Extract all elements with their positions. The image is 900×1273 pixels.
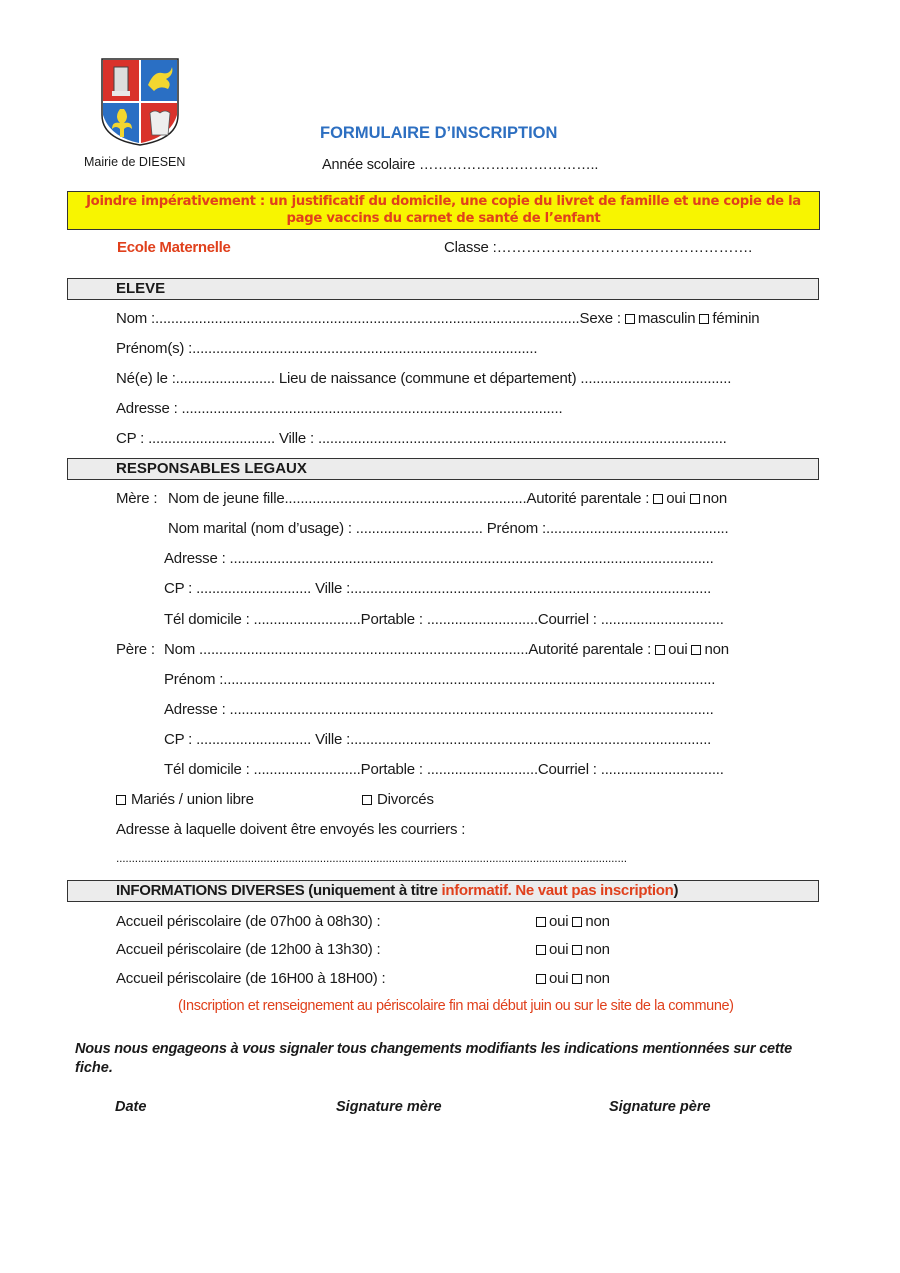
periscolaire-midi-oui-checkbox[interactable]	[536, 945, 546, 955]
periscolaire-matin-oui-label: oui	[549, 913, 569, 930]
pere-autorite-oui-label: oui	[668, 641, 688, 658]
mere-autorite-non-checkbox[interactable]	[690, 494, 700, 504]
section-eleve-header	[67, 278, 819, 300]
divorces-label: Divorcés	[377, 791, 434, 808]
periscolaire-midi-non-checkbox[interactable]	[572, 945, 582, 955]
mere-adresse-field[interactable]: Adresse : ..........................................................................................................................	[164, 550, 714, 567]
sexe-feminin-label: féminin	[712, 310, 760, 327]
maries-checkbox[interactable]	[116, 795, 126, 805]
eleve-nom-field[interactable]: Nom :...........................................................................................................Sexe :	[116, 310, 621, 327]
periscolaire-matin-non-checkbox[interactable]	[572, 917, 582, 927]
mere-tel-field[interactable]: Tél domicile : ...........................Portable : ............................Courriel : ...............................	[164, 611, 724, 628]
mere-autorite-non-label: non	[702, 490, 728, 507]
infos-header-warning: informatif. Ne vaut pas inscription	[441, 882, 674, 899]
pere-nom-field[interactable]: Nom ...................................................................................Autorité parentale :	[164, 641, 652, 658]
pere-label: Père :	[116, 641, 155, 658]
annee-scolaire: Année scolaire ………………………………..	[322, 157, 599, 173]
section-infos-header	[67, 880, 819, 902]
ecole-label: Ecole Maternelle	[117, 239, 231, 256]
eleve-naissance-field[interactable]: Né(e) le :......................... Lieu de naissance (commune et département) ......................................	[116, 370, 732, 387]
eleve-prenom-field[interactable]: Prénom(s) :.......................................................................................	[116, 340, 538, 357]
periscolaire-soir-non-checkbox[interactable]	[572, 974, 582, 984]
eleve-adresse-field[interactable]: Adresse : ................................................................................................	[116, 400, 563, 417]
mere-nom-field[interactable]: Nom de jeune fille.............................................................Autorité parentale :	[168, 490, 650, 507]
pere-cp-ville-field[interactable]: CP : ............................. Ville :...........................................................................................	[164, 731, 712, 748]
pere-adresse-field[interactable]: Adresse : ..........................................................................................................................	[164, 701, 714, 718]
periscolaire-midi-non-label: non	[585, 941, 610, 958]
periscolaire-soir-oui-label: oui	[549, 970, 569, 987]
mere-nom-marital-field[interactable]: Nom marital (nom d’usage) : ................................ Prénom :..............................................	[168, 520, 729, 537]
periscolaire-midi-oui-label: oui	[549, 941, 569, 958]
pere-prenom-field[interactable]: Prénom :............................................................................................................................	[164, 671, 716, 688]
periscolaire-matin-oui-checkbox[interactable]	[536, 917, 546, 927]
notice-line-1: Joindre impérativement : un justificatif du domicile, une copie du livret de famille et une copie de la	[86, 194, 801, 209]
pere-autorite-non-checkbox[interactable]	[691, 645, 701, 655]
periscolaire-soir-oui-checkbox[interactable]	[536, 974, 546, 984]
form-title: FORMULAIRE D’INSCRIPTION	[320, 124, 558, 142]
mere-autorite-oui-label: oui	[666, 490, 686, 507]
periscolaire-matin-non-label: non	[585, 913, 610, 930]
mairie-label: Mairie de DIESEN	[84, 155, 186, 169]
mere-cp-ville-field[interactable]: CP : ............................. Ville :...........................................................................................	[164, 580, 712, 597]
section-responsables-header	[67, 458, 819, 480]
periscolaire-soir-label: Accueil périscolaire (de 16H00 à 18H00) :	[116, 970, 386, 987]
divorces-checkbox[interactable]	[362, 795, 372, 805]
required-documents-notice	[67, 191, 820, 230]
section-eleve-title: ELEVE	[116, 280, 166, 297]
periscolaire-midi-label: Accueil périscolaire (de 12h00 à 13h30) :	[116, 941, 381, 958]
pere-autorite-non-label: non	[704, 641, 729, 658]
periscolaire-matin-label: Accueil périscolaire (de 07h00 à 08h30) :	[116, 913, 381, 930]
classe-field[interactable]: Classe :…………………………………………….	[444, 239, 753, 256]
pere-tel-field[interactable]: Tél domicile : ...........................Portable : ............................Courriel : ...............................	[164, 761, 724, 778]
sexe-masculin-label: masculin	[637, 310, 696, 327]
infos-header-title: INFORMATIONS DIVERSES (uniquement à titre	[116, 882, 442, 899]
notice-line-2: page vaccins du carnet de santé de l’enfant	[286, 211, 601, 226]
sexe-feminin-checkbox[interactable]	[699, 314, 709, 324]
adresse-courriers-field[interactable]: ...................................................................................................................................................................	[116, 851, 627, 865]
pere-autorite-oui-checkbox[interactable]	[655, 645, 665, 655]
adresse-courriers-label: Adresse à laquelle doivent être envoyés les courriers :	[116, 821, 466, 838]
eleve-cp-ville-field[interactable]: CP : ................................ Ville : .......................................................................................................	[116, 430, 727, 447]
date-label: Date	[115, 1099, 147, 1115]
section-responsables-title: RESPONSABLES LEGAUX	[116, 460, 307, 477]
signature-pere-label: Signature père	[609, 1099, 711, 1115]
periscolaire-soir-non-label: non	[585, 970, 610, 987]
commune-coat-of-arms	[100, 57, 180, 147]
engagement-line-1: Nous nous engageons à vous signaler tous changements modifiants les indications mentionnées sur cette	[75, 1041, 793, 1057]
mere-autorite-oui-checkbox[interactable]	[653, 494, 663, 504]
periscolaire-note: (Inscription et renseignement au périscolaire fin mai début juin ou sur le site de la commune)	[178, 998, 734, 1014]
mere-label: Mère :	[116, 490, 158, 507]
sexe-masculin-checkbox[interactable]	[625, 314, 635, 324]
infos-header-close: )	[673, 882, 679, 899]
engagement-line-2: fiche.	[75, 1060, 113, 1076]
maries-label: Mariés / union libre	[131, 791, 254, 808]
signature-mere-label: Signature mère	[336, 1099, 442, 1115]
